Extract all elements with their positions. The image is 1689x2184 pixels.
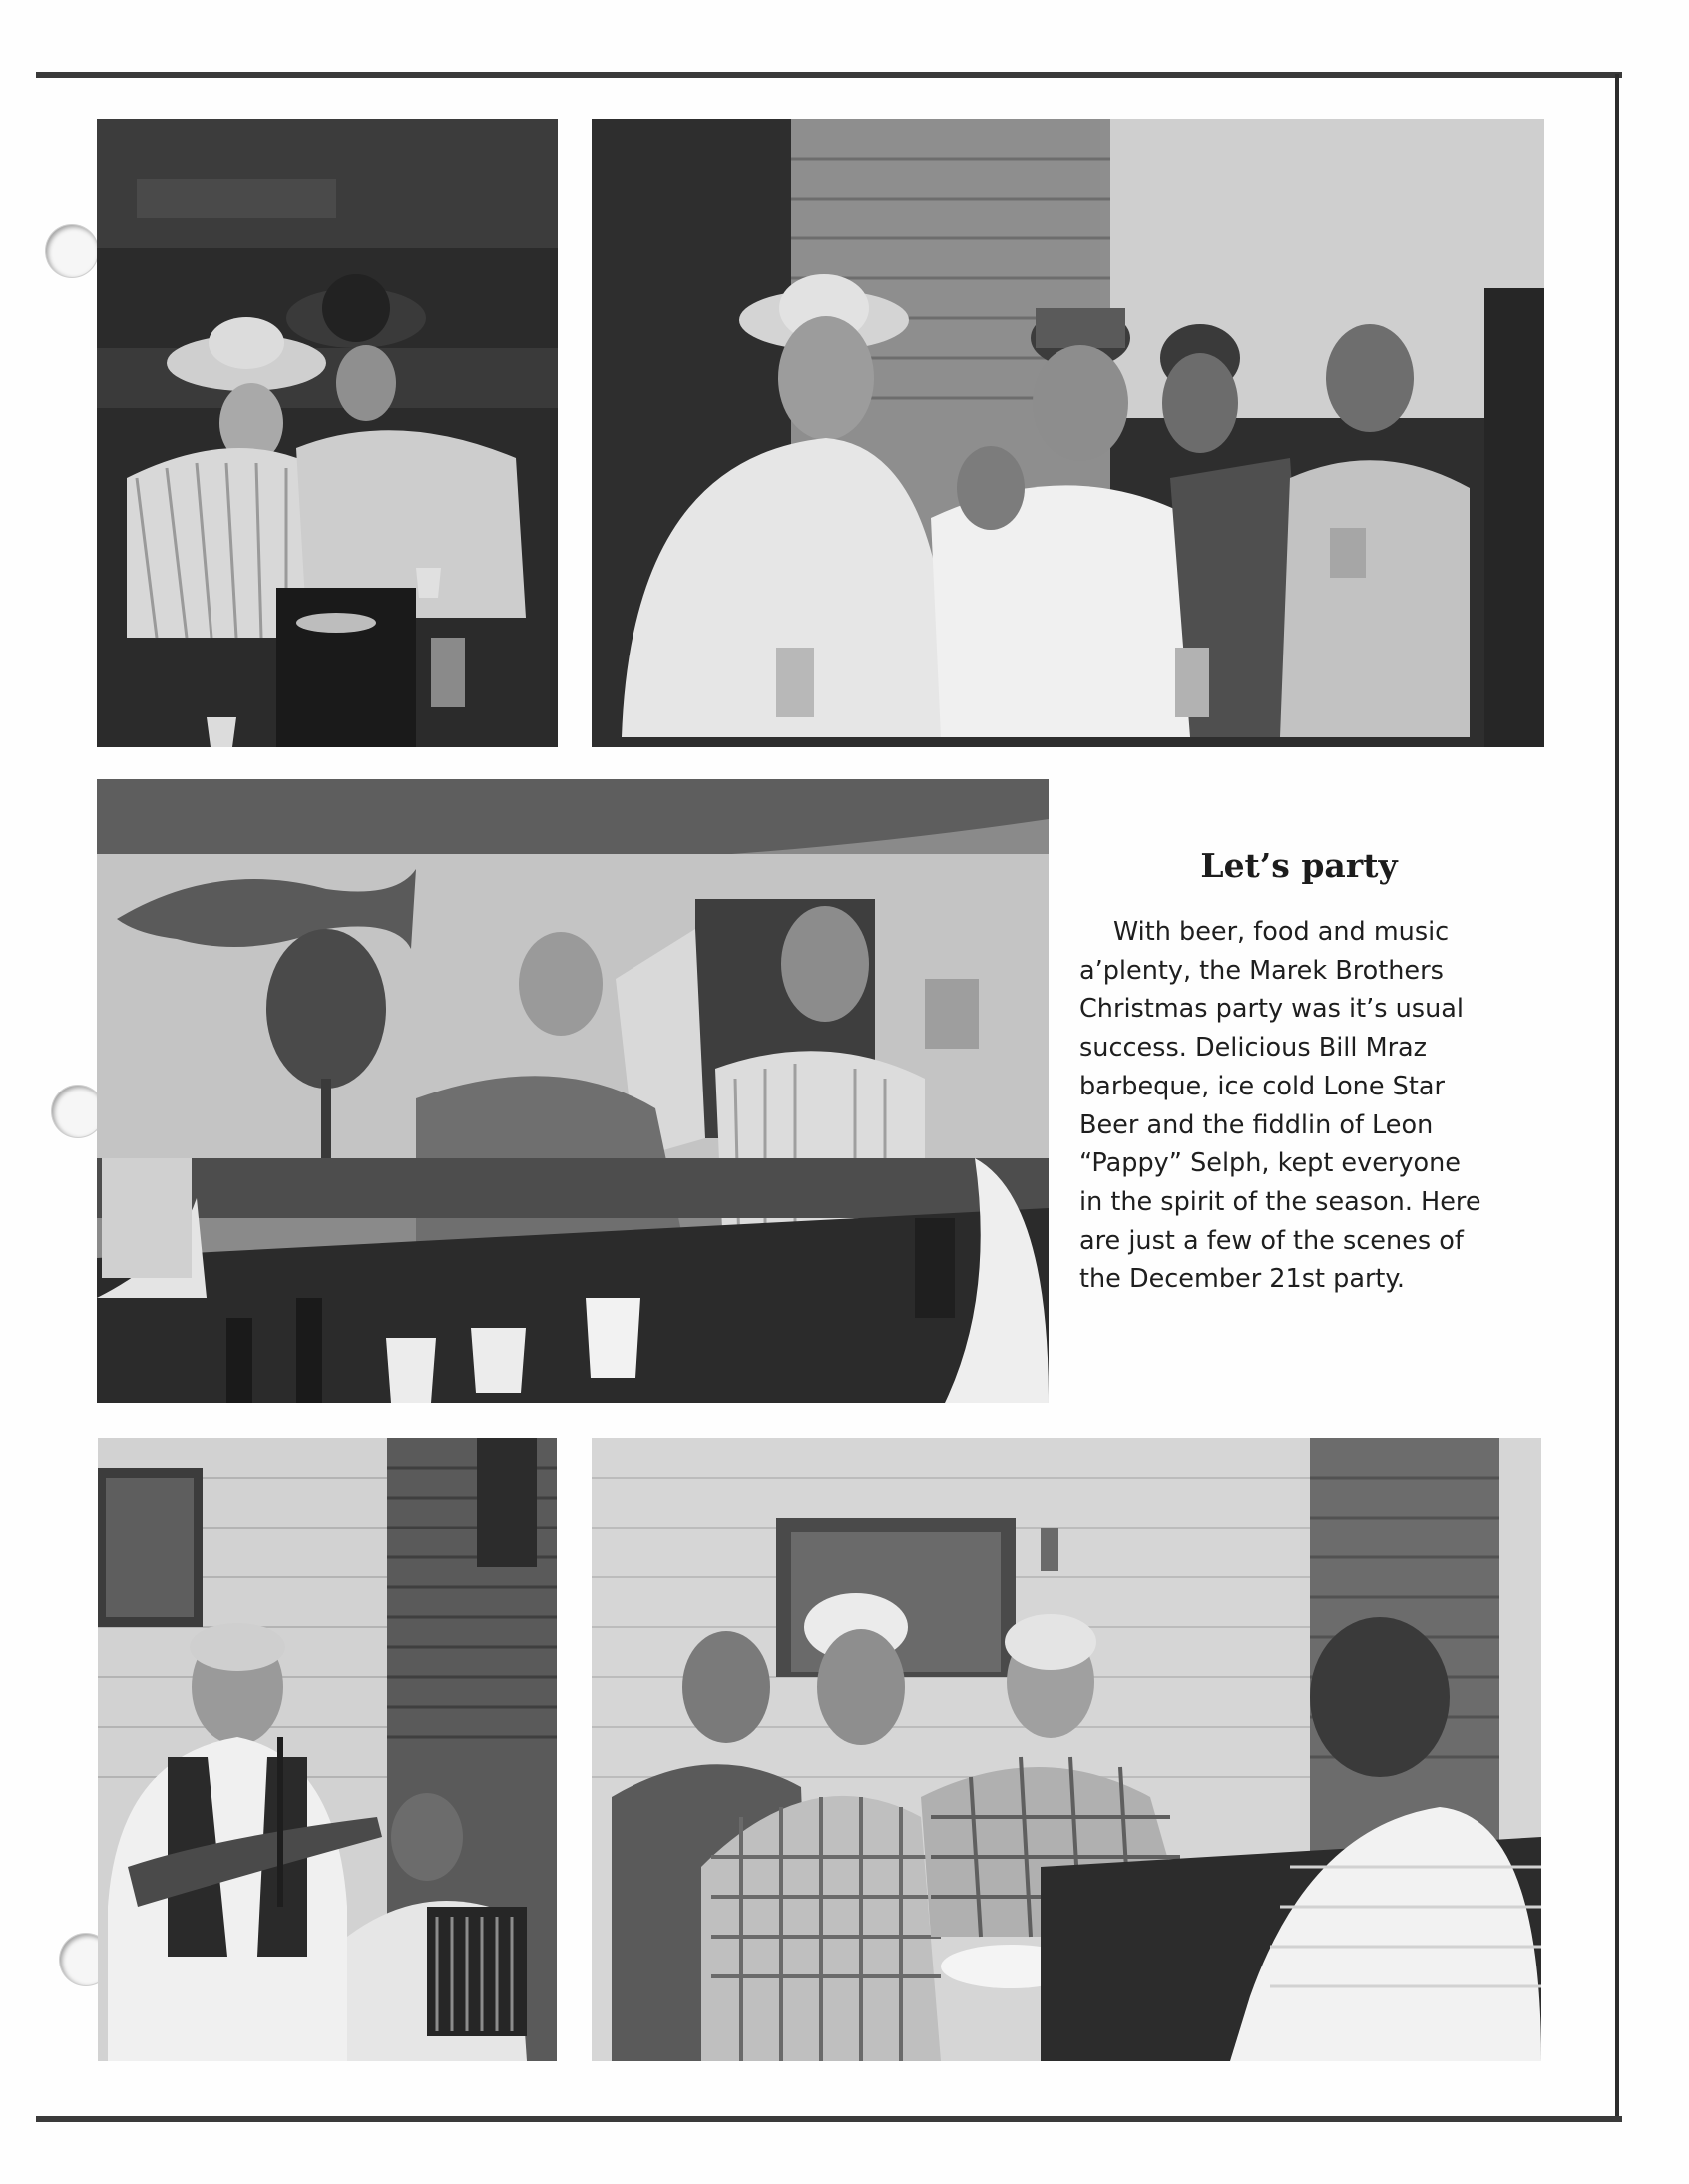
article-body-line: Beer and the fiddlin of Leon xyxy=(1079,1109,1434,1140)
photo-men-eating-at-counter-image xyxy=(592,1438,1541,2061)
article-body-line: Christmas party was it’s usual xyxy=(1079,994,1464,1025)
photo-men-eating-at-counter xyxy=(592,1438,1541,2061)
photo-group-of-men-at-bar xyxy=(592,119,1544,747)
right-rule xyxy=(1615,74,1619,2122)
photo-party-room-with-mounted-fish-image xyxy=(97,779,1049,1403)
article-text-block xyxy=(1079,846,1518,1299)
top-rule xyxy=(36,72,1622,78)
photo-two-men-in-cowboy-hats xyxy=(97,119,558,747)
article-body-line: “Pappy” Selph, kept everyone xyxy=(1079,1148,1461,1179)
binder-hole-top xyxy=(46,225,98,277)
article-body-line: a’plenty, the Marek Brothers xyxy=(1079,955,1444,986)
bottom-rule xyxy=(36,2116,1622,2122)
article-body xyxy=(1079,913,1518,1299)
photo-two-men-in-cowboy-hats-image xyxy=(97,119,558,747)
article-body-line: are just a few of the scenes of xyxy=(1079,1225,1464,1256)
article-title: Let’s party xyxy=(1200,846,1398,885)
article-body-line: barbeque, ice cold Lone Star xyxy=(1079,1071,1445,1101)
article-body-line: success. Delicious Bill Mraz xyxy=(1079,1033,1428,1064)
photo-fiddler-and-accordion-player-image xyxy=(98,1438,557,2061)
photo-group-of-men-at-bar-image xyxy=(592,119,1544,747)
article-body-line: in the spirit of the season. Here xyxy=(1079,1186,1481,1217)
photo-fiddler-and-accordion-player xyxy=(98,1438,557,2061)
article-body-line: With beer, food and music xyxy=(1113,917,1450,947)
article-body-line: the December 21st party. xyxy=(1079,1264,1405,1295)
photo-party-room-with-mounted-fish xyxy=(97,779,1049,1403)
